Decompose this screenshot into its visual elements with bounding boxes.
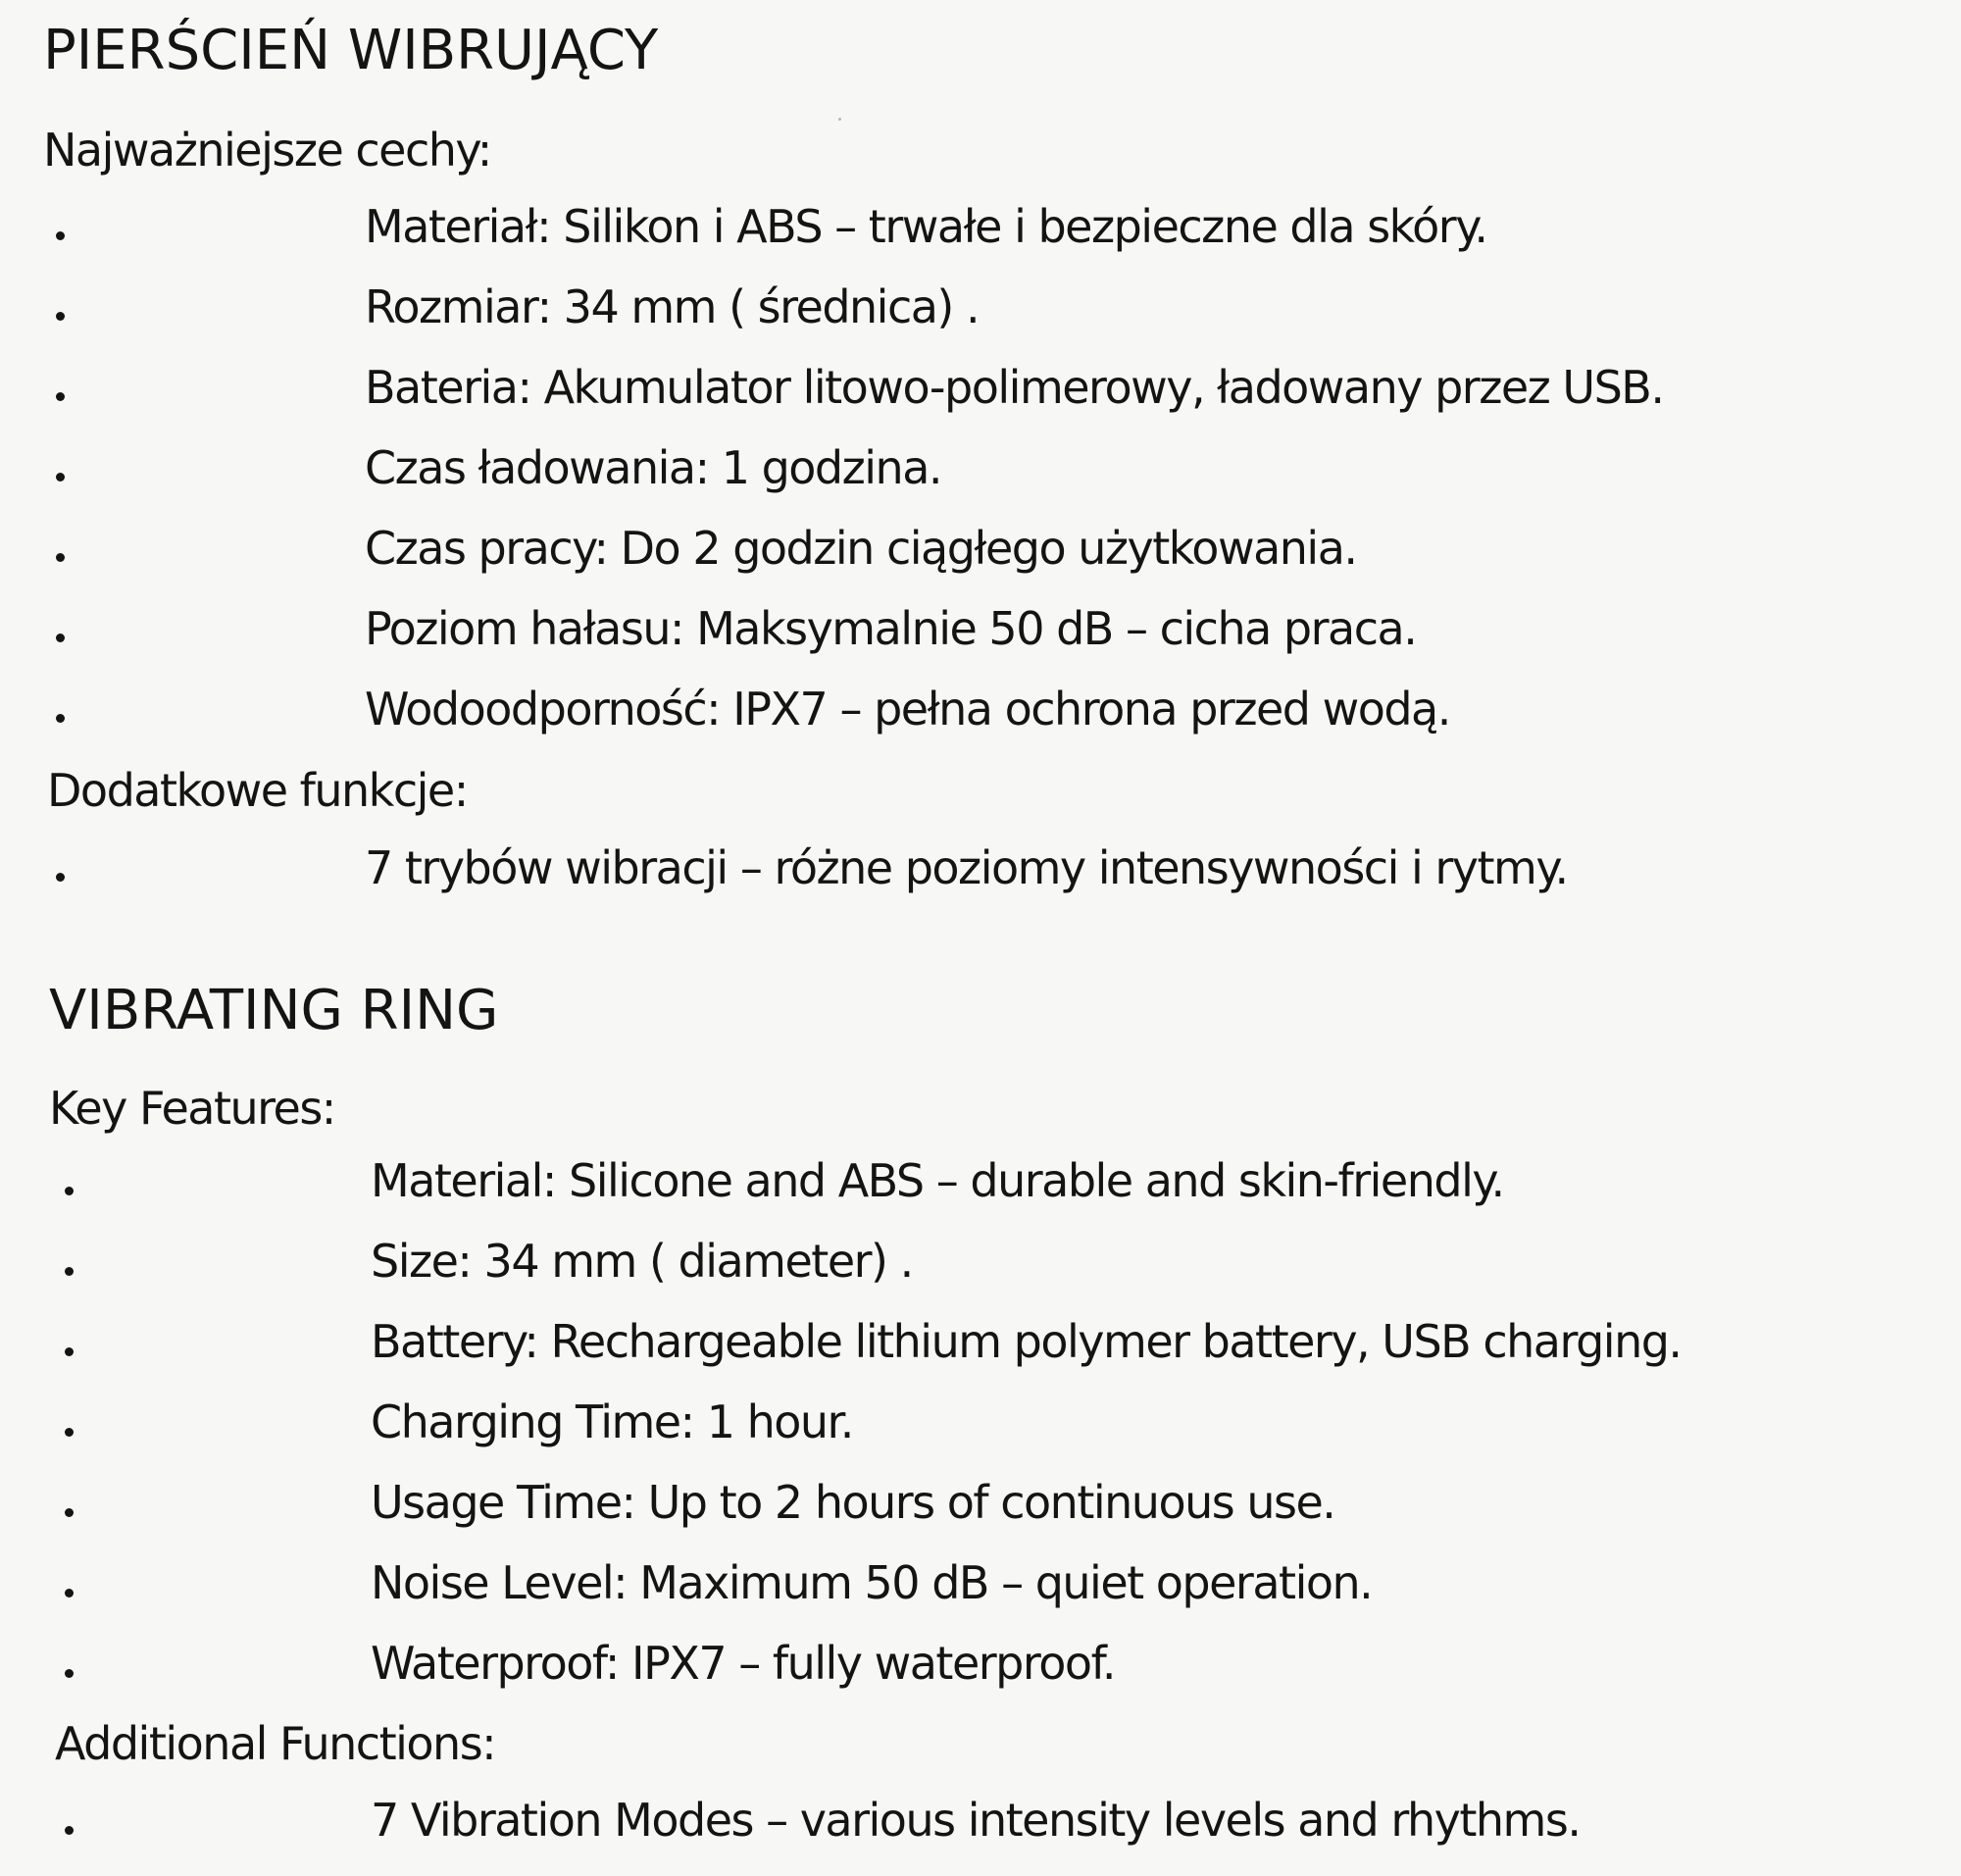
bullet-icon	[56, 392, 65, 401]
polish-title: PIERŚCIEŃ WIBRUJĄCY	[43, 19, 659, 82]
english-feature-battery: Battery: Rechargeable lithium polymer battery, USB charging.	[371, 1315, 1682, 1368]
polish-extra-heading: Dodatkowe funkcje:	[47, 764, 468, 817]
english-extra-vibration-modes: 7 Vibration Modes – various intensity levels and rhythms.	[371, 1794, 1581, 1847]
bullet-icon	[56, 553, 65, 562]
polish-features-heading: Najważniejsze cechy:	[43, 124, 491, 177]
bullet-icon	[65, 1589, 74, 1597]
polish-feature-material: Materiał: Silikon i ABS – trwałe i bezpieczne dla skóry.	[365, 200, 1487, 253]
bullet-icon	[56, 634, 65, 642]
bullet-icon	[56, 473, 65, 482]
polish-feature-waterproof: Wodoodporność: IPX7 – pełna ochrona przed wodą.	[365, 683, 1450, 735]
polish-feature-usage: Czas pracy: Do 2 godzin ciągłego użytkowania.	[365, 522, 1357, 575]
english-feature-charging: Charging Time: 1 hour.	[371, 1395, 853, 1448]
polish-feature-size: Rozmiar: 34 mm ( średnica) .	[365, 280, 980, 333]
english-feature-usage: Usage Time: Up to 2 hours of continuous use.	[371, 1476, 1335, 1529]
bullet-icon	[65, 1826, 74, 1835]
bullet-icon	[65, 1187, 74, 1195]
english-feature-waterproof: Waterproof: IPX7 – fully waterproof.	[371, 1637, 1116, 1690]
bullet-icon	[65, 1347, 74, 1356]
english-feature-size: Size: 34 mm ( diameter) .	[371, 1235, 913, 1288]
polish-extra-vibration-modes: 7 trybów wibracji – różne poziomy intensywności i rytmy.	[365, 841, 1568, 894]
polish-feature-battery: Bateria: Akumulator litowo-polimerowy, ładowany przez USB.	[365, 361, 1664, 414]
bullet-icon	[65, 1508, 74, 1517]
english-feature-noise: Noise Level: Maximum 50 dB – quiet operation.	[371, 1556, 1373, 1609]
english-feature-material: Material: Silicone and ABS – durable and skin-friendly.	[371, 1154, 1504, 1207]
speck	[838, 118, 841, 121]
english-extra-heading: Additional Functions:	[55, 1717, 496, 1770]
polish-feature-charging: Czas ładowania: 1 godzina.	[365, 441, 942, 494]
bullet-icon	[56, 231, 65, 240]
bullet-icon	[65, 1669, 74, 1678]
english-title: VIBRATING RING	[49, 979, 499, 1042]
bullet-icon	[56, 714, 65, 723]
bullet-icon	[56, 873, 65, 882]
bullet-icon	[65, 1428, 74, 1437]
bullet-icon	[65, 1267, 74, 1276]
english-features-heading: Key Features:	[49, 1082, 335, 1135]
bullet-icon	[56, 312, 65, 321]
polish-feature-noise: Poziom hałasu: Maksymalnie 50 dB – cicha praca.	[365, 602, 1417, 655]
